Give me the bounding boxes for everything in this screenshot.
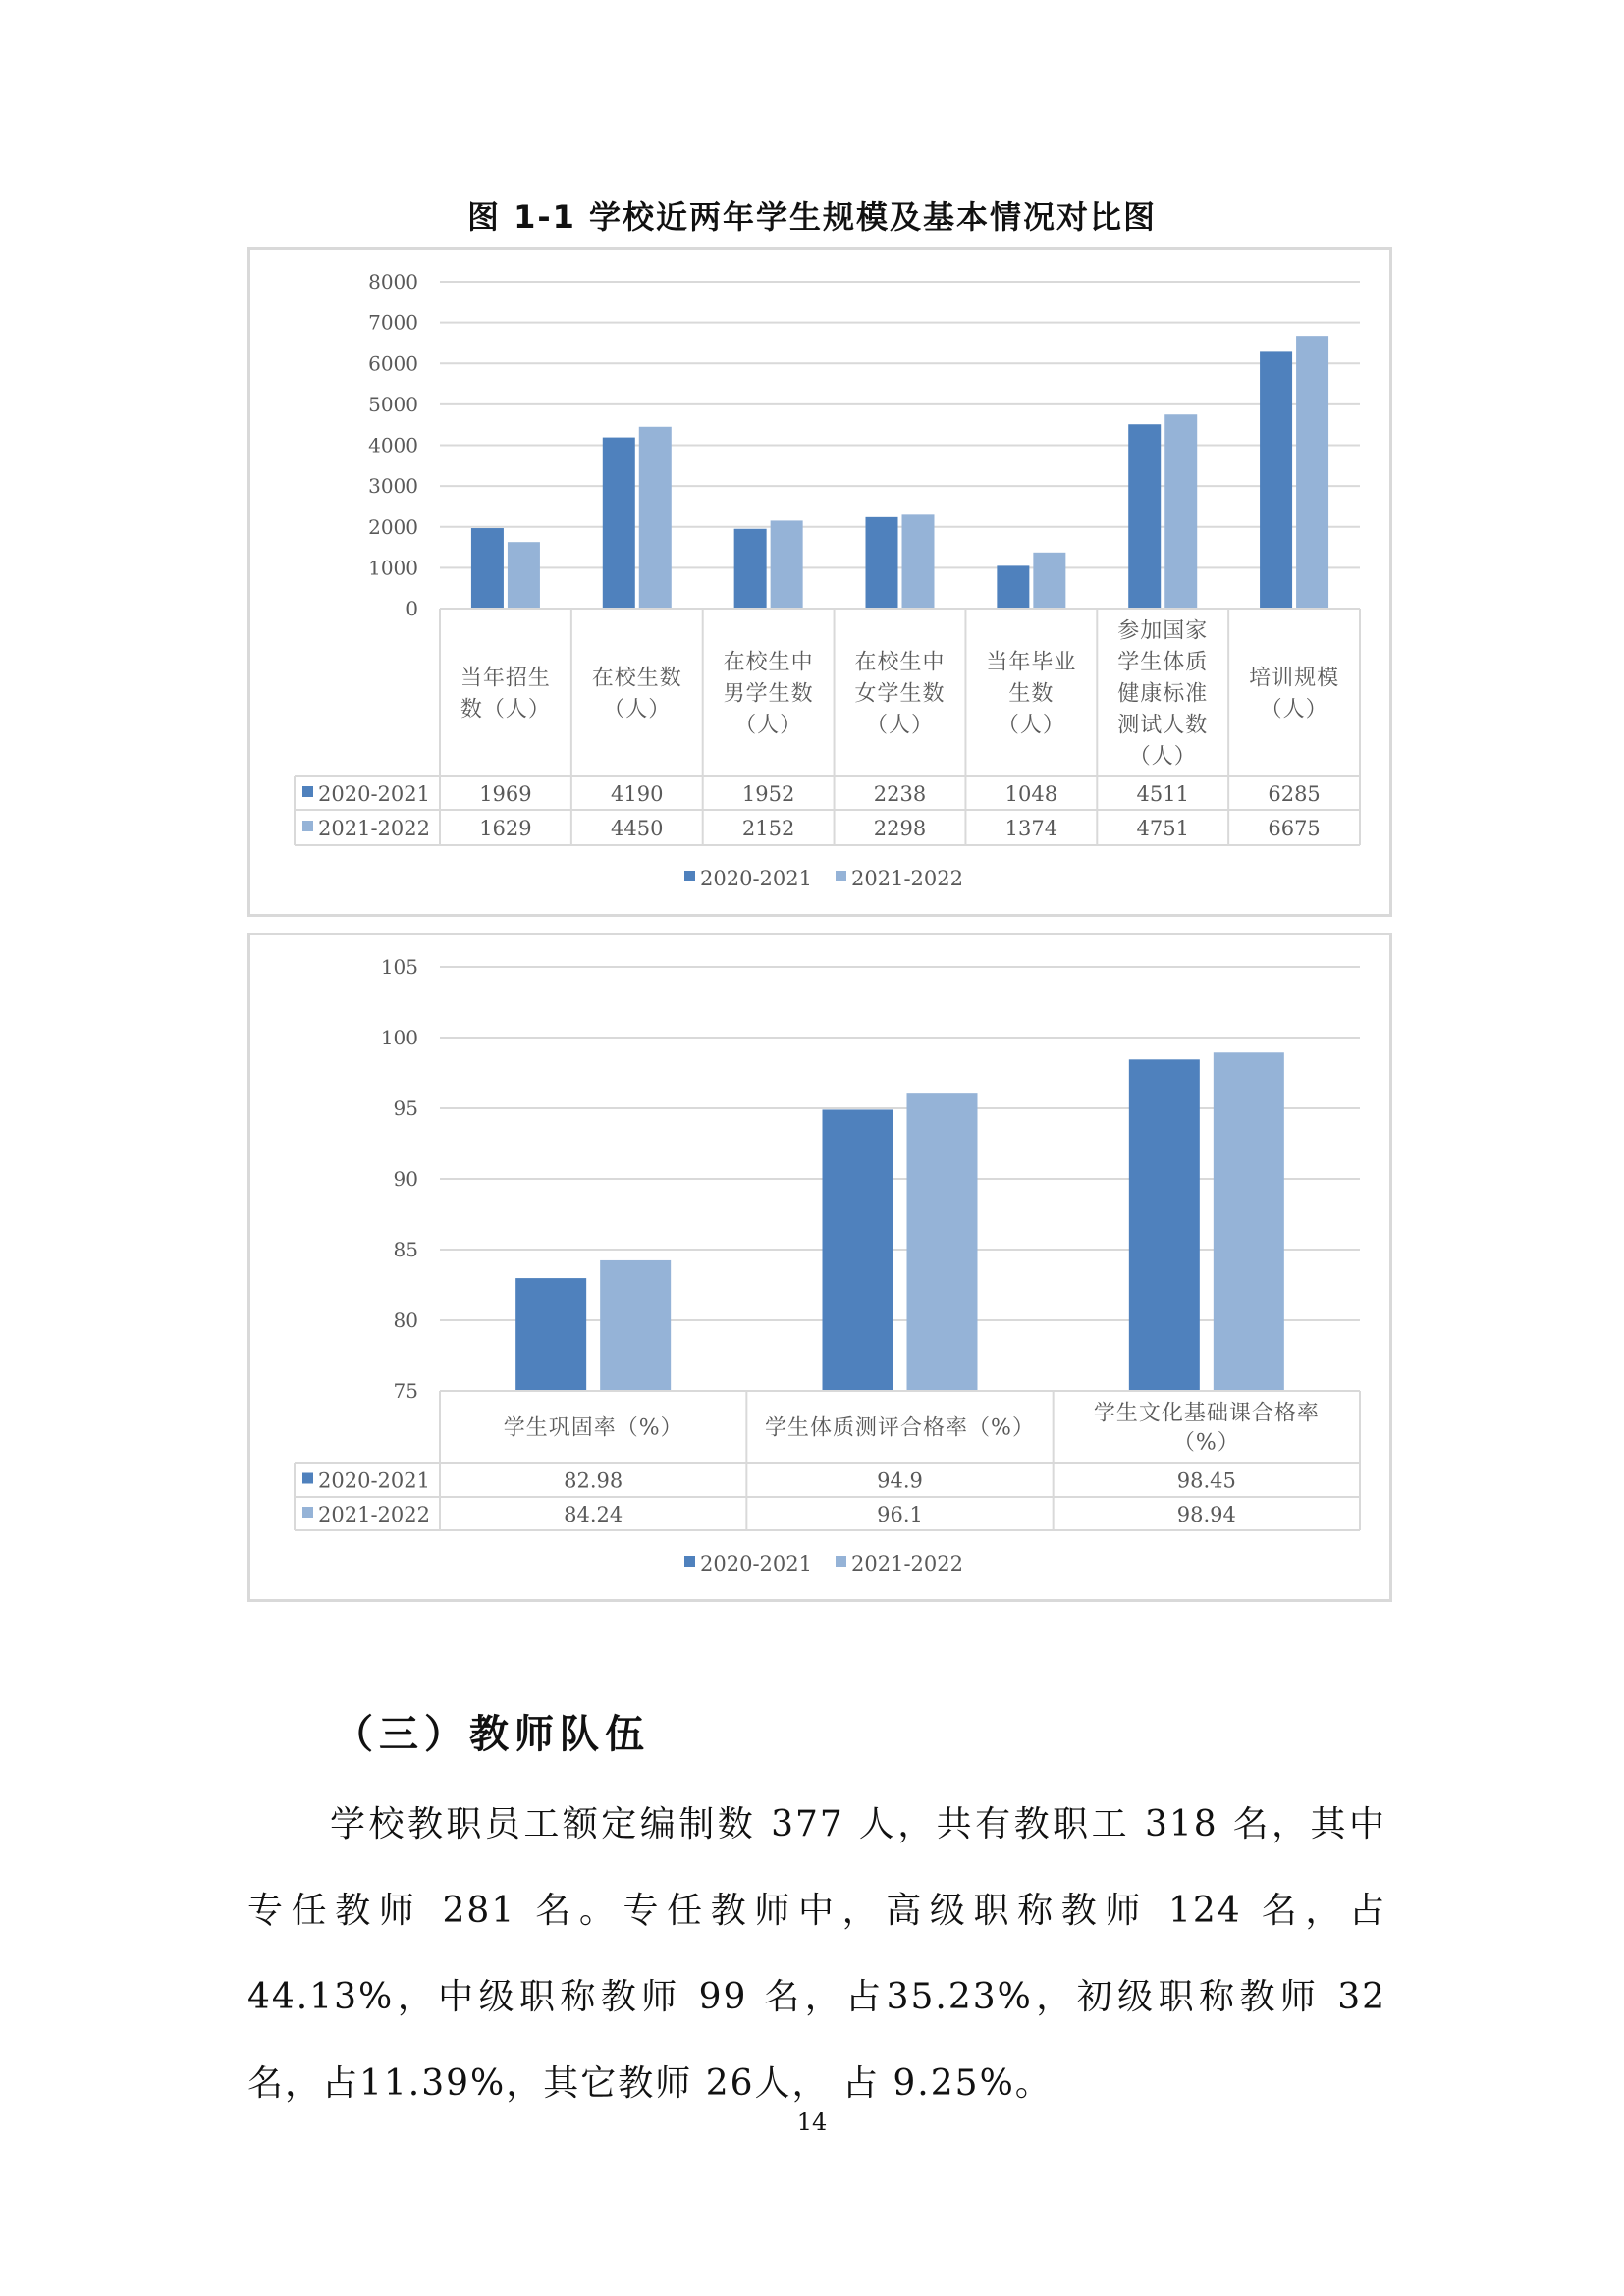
c2-bar-2: [1214, 1052, 1284, 1391]
c2-category-label: 学生文化基础课合格率: [1093, 1401, 1320, 1426]
c1-category-label: 测试人数: [1117, 713, 1209, 738]
c1-ytick-label: 2000: [368, 514, 418, 539]
student-rate-chart: [247, 933, 1392, 1602]
c2-legend-key-2: [836, 1556, 846, 1567]
c1-data-label: 2238: [873, 782, 927, 806]
c1-category-label: 学生体质: [1117, 650, 1209, 675]
c1-bar-2: [1164, 414, 1197, 609]
c1-data-label: 4751: [1136, 817, 1189, 840]
c1-legend-label: 2020-2021: [700, 867, 812, 890]
c1-category-label: 在校生数: [591, 666, 682, 691]
c1-data-label: 4511: [1136, 782, 1189, 806]
c1-bar-1: [1260, 351, 1292, 609]
c1-bar-1: [603, 438, 635, 609]
c2-bar-1: [823, 1109, 893, 1391]
page-number: 14: [796, 2109, 828, 2136]
c1-category-label: 当年招生: [460, 666, 551, 691]
c1-legend-key-1: [684, 871, 695, 881]
section-heading: （三）教师队伍: [334, 1712, 650, 1757]
c2-data-label: 96.1: [877, 1503, 923, 1526]
c1-category-label: 在校生中: [854, 650, 946, 675]
c1-ytick-label: 4000: [368, 433, 418, 457]
c1-ytick-label: 5000: [368, 392, 418, 416]
c1-data-label: 1952: [741, 782, 795, 806]
c1-bar-1: [734, 529, 767, 609]
c2-bar-2: [600, 1260, 671, 1391]
c2-category-label: （%）: [1172, 1430, 1240, 1456]
c2-bar-1: [1129, 1059, 1200, 1391]
c1-series-name: 2021-2022: [318, 817, 430, 840]
c1-category-label: 生数: [1008, 681, 1055, 707]
c1-category-label: 数（人）: [460, 697, 551, 722]
c1-category-label: （人）: [734, 713, 803, 738]
c1-bar-1: [471, 528, 504, 609]
c1-category-label: （人）: [1128, 744, 1197, 770]
figure-title: 图 1-1 学校近两年学生规模及基本情况对比图: [466, 198, 1158, 236]
c2-ytick-label: 75: [393, 1379, 418, 1403]
c1-category-label: （人）: [997, 713, 1065, 738]
c1-data-label: 1374: [1004, 817, 1058, 840]
c2-data-label: 84.24: [564, 1503, 623, 1526]
c1-data-label: 4450: [611, 817, 664, 840]
c2-ytick-label: 80: [393, 1308, 418, 1332]
c2-data-label: 94.9: [877, 1468, 923, 1493]
c1-legend-key-2: [836, 871, 846, 881]
c1-ytick-label: 6000: [368, 351, 418, 376]
c1-data-label: 1048: [1004, 782, 1058, 806]
c2-ytick-label: 90: [393, 1167, 418, 1191]
c1-ytick-label: 7000: [368, 310, 418, 335]
c2-table-key-2: [302, 1507, 313, 1518]
c1-table-key-1: [302, 786, 313, 797]
c1-category-label: 当年毕业: [986, 650, 1077, 675]
c1-bar-2: [508, 542, 540, 609]
c1-table-key-2: [302, 821, 313, 831]
c1-data-label: 6675: [1268, 817, 1321, 840]
c1-data-label: 1969: [479, 782, 532, 806]
c2-data-label: 82.98: [564, 1468, 623, 1493]
c1-data-label: 2298: [873, 817, 927, 840]
c1-category-label: 培训规模: [1249, 666, 1340, 691]
c2-bar-1: [515, 1278, 586, 1391]
c2-data-label: 98.45: [1176, 1468, 1236, 1493]
c1-bar-2: [639, 427, 672, 609]
c1-series-name: 2020-2021: [318, 782, 430, 806]
c2-series-name: 2021-2022: [318, 1503, 430, 1526]
c2-bar-2: [907, 1093, 978, 1391]
c1-data-label: 6285: [1268, 782, 1321, 806]
student-scale-chart: [247, 247, 1392, 917]
c1-data-label: 1629: [479, 817, 532, 840]
c1-ytick-label: 3000: [368, 474, 418, 499]
c1-ytick-label: 8000: [368, 270, 418, 294]
c2-category-label: 学生体质测评合格率（%）: [765, 1415, 1035, 1441]
c1-category-label: （人）: [865, 713, 935, 738]
c1-category-label: 女学生数: [854, 681, 946, 707]
c1-bar-1: [1128, 424, 1161, 609]
c1-data-label: 4190: [611, 782, 664, 806]
c1-ytick-label: 1000: [368, 556, 418, 580]
c1-bar-1: [997, 565, 1029, 609]
teacher-paragraph: 学校教职员工额定编制数 377 人，共有教职工 318 名，其中专任教师 281 名。专任教师中，高级职称教师 124 名，占44.13%，中级职称教师 99 名，占35.23%，初级职称教师 32 名，占11.39%，其它教师 26人， 占 9.25%。: [247, 1804, 1386, 2104]
c1-bar-2: [1033, 553, 1065, 609]
c1-bar-2: [902, 514, 935, 609]
c1-bar-2: [1296, 336, 1328, 609]
student-scale-chart-svg: [250, 250, 1389, 914]
c2-ytick-label: 95: [393, 1096, 418, 1120]
c1-data-label: 2152: [741, 817, 795, 840]
c1-legend-label: 2021-2022: [851, 867, 963, 890]
c1-category-label: 参加国家: [1117, 618, 1209, 644]
c2-category-label: 学生巩固率（%）: [503, 1415, 683, 1441]
c2-data-label: 98.94: [1176, 1503, 1236, 1526]
c2-ytick-label: 85: [393, 1238, 418, 1261]
c1-ytick-label: 0: [406, 597, 418, 620]
c2-ytick-label: 105: [380, 955, 418, 979]
c1-category-label: （人）: [603, 697, 672, 722]
c2-legend-key-1: [684, 1556, 695, 1567]
c2-table-key-1: [302, 1473, 313, 1484]
c2-legend-label: 2020-2021: [700, 1552, 812, 1575]
c1-category-label: 男学生数: [723, 681, 814, 707]
c1-category-label: （人）: [1260, 697, 1328, 722]
c2-series-name: 2020-2021: [318, 1468, 430, 1493]
c2-legend-label: 2021-2022: [851, 1552, 963, 1575]
student-rate-chart-svg: [250, 935, 1389, 1599]
c2-ytick-label: 100: [380, 1026, 418, 1049]
c1-bar-2: [771, 520, 803, 609]
c1-bar-1: [866, 517, 898, 609]
c1-category-label: 健康标准: [1117, 681, 1209, 707]
c1-category-label: 在校生中: [723, 650, 814, 675]
